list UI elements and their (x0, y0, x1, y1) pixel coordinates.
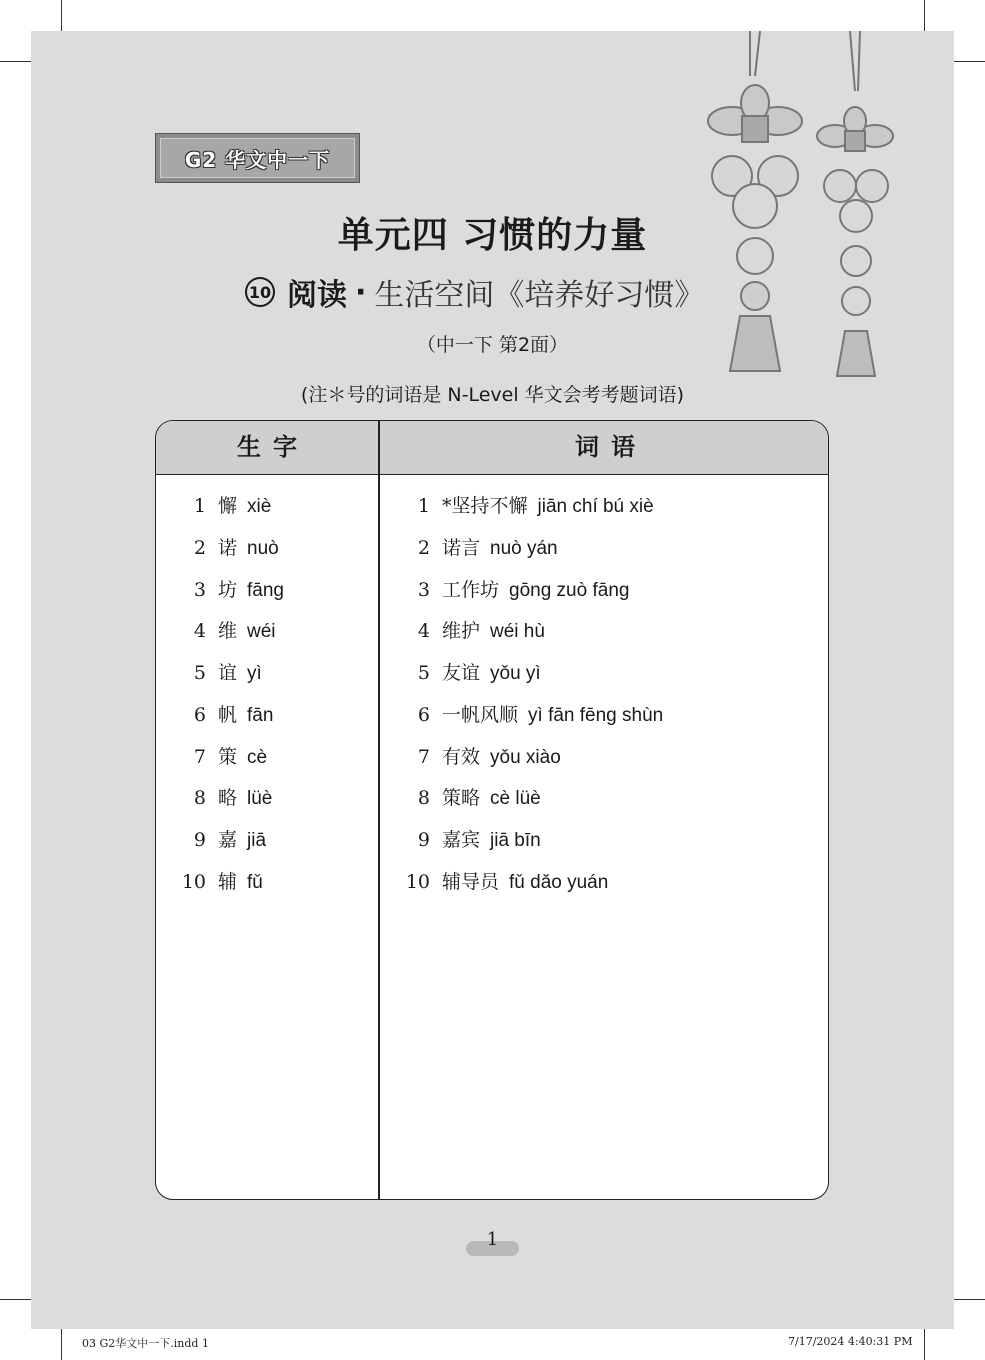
exam-note: (注＊号的词语是 N-Level 华文会考考题词语) (300, 384, 685, 406)
column-divider (378, 421, 380, 1199)
word-row: 3 工作坊 gōng zuò fāng (417, 579, 630, 601)
char-row: 8 略 lüè (193, 787, 273, 809)
lesson-name: 生活空间《培养好习惯》 (374, 278, 705, 313)
header-characters: 生字 (237, 433, 309, 461)
word-row: 5 友谊 yǒu yì (417, 662, 541, 684)
crop-mark (61, 0, 62, 31)
word-row: 7 有效 yǒu xiào (417, 746, 561, 768)
footer-filename: 03 G2华文中一下.indd 1 (82, 1337, 209, 1350)
unit-title: 单元四 习惯的力量 (337, 215, 648, 256)
vocabulary-table (155, 420, 829, 1200)
char-row: 4 维 wéi (193, 620, 276, 642)
word-row: 6 一帆风顺 yì fān fēng shùn (417, 704, 664, 726)
crop-mark (924, 1329, 925, 1360)
word-row: 9 嘉宾 jiā bīn (417, 829, 541, 851)
word-row: 4 维护 wéi hù (417, 620, 545, 642)
lesson-number: 10 (245, 277, 275, 307)
lesson-title (245, 270, 704, 314)
char-row: 6 帆 fān (193, 704, 274, 726)
word-row: 1 *坚持不懈 jiān chí bú xiè (417, 495, 654, 517)
char-row: 10 辅 fǔ (181, 871, 263, 893)
crop-mark (0, 61, 31, 62)
char-row: 3 坊 fāng (193, 579, 284, 601)
char-row: 7 策 cè (193, 746, 268, 768)
page-number: 1 (486, 1229, 499, 1250)
crop-mark (61, 1329, 62, 1360)
lesson-type: 阅读 (287, 278, 347, 313)
char-row: 9 嘉 jiā (193, 829, 267, 851)
word-row: 8 策略 cè lüè (417, 787, 541, 809)
crop-mark (924, 0, 925, 31)
crop-mark (0, 1299, 31, 1300)
chinese-knot-ornament (700, 31, 900, 381)
footer-timestamp: 7/17/2024 4:40:31 PM (788, 1335, 913, 1348)
course-badge-label: G2 华文中一下 (184, 147, 331, 172)
course-badge (155, 133, 360, 183)
char-row: 2 诺 nuò (193, 537, 279, 559)
lesson-separator: · (355, 274, 367, 310)
word-row: 10 辅导员 fǔ dǎo yuán (405, 871, 609, 893)
crop-mark (954, 1299, 985, 1300)
page-reference: （中一下 第2面） (416, 334, 569, 356)
word-row: 2 诺言 nuò yán (417, 537, 558, 559)
char-row: 1 懈 xiè (193, 495, 272, 517)
header-words: 词语 (575, 433, 647, 461)
char-row: 5 谊 yì (193, 662, 262, 684)
table-header (156, 421, 828, 475)
crop-mark (954, 61, 985, 62)
